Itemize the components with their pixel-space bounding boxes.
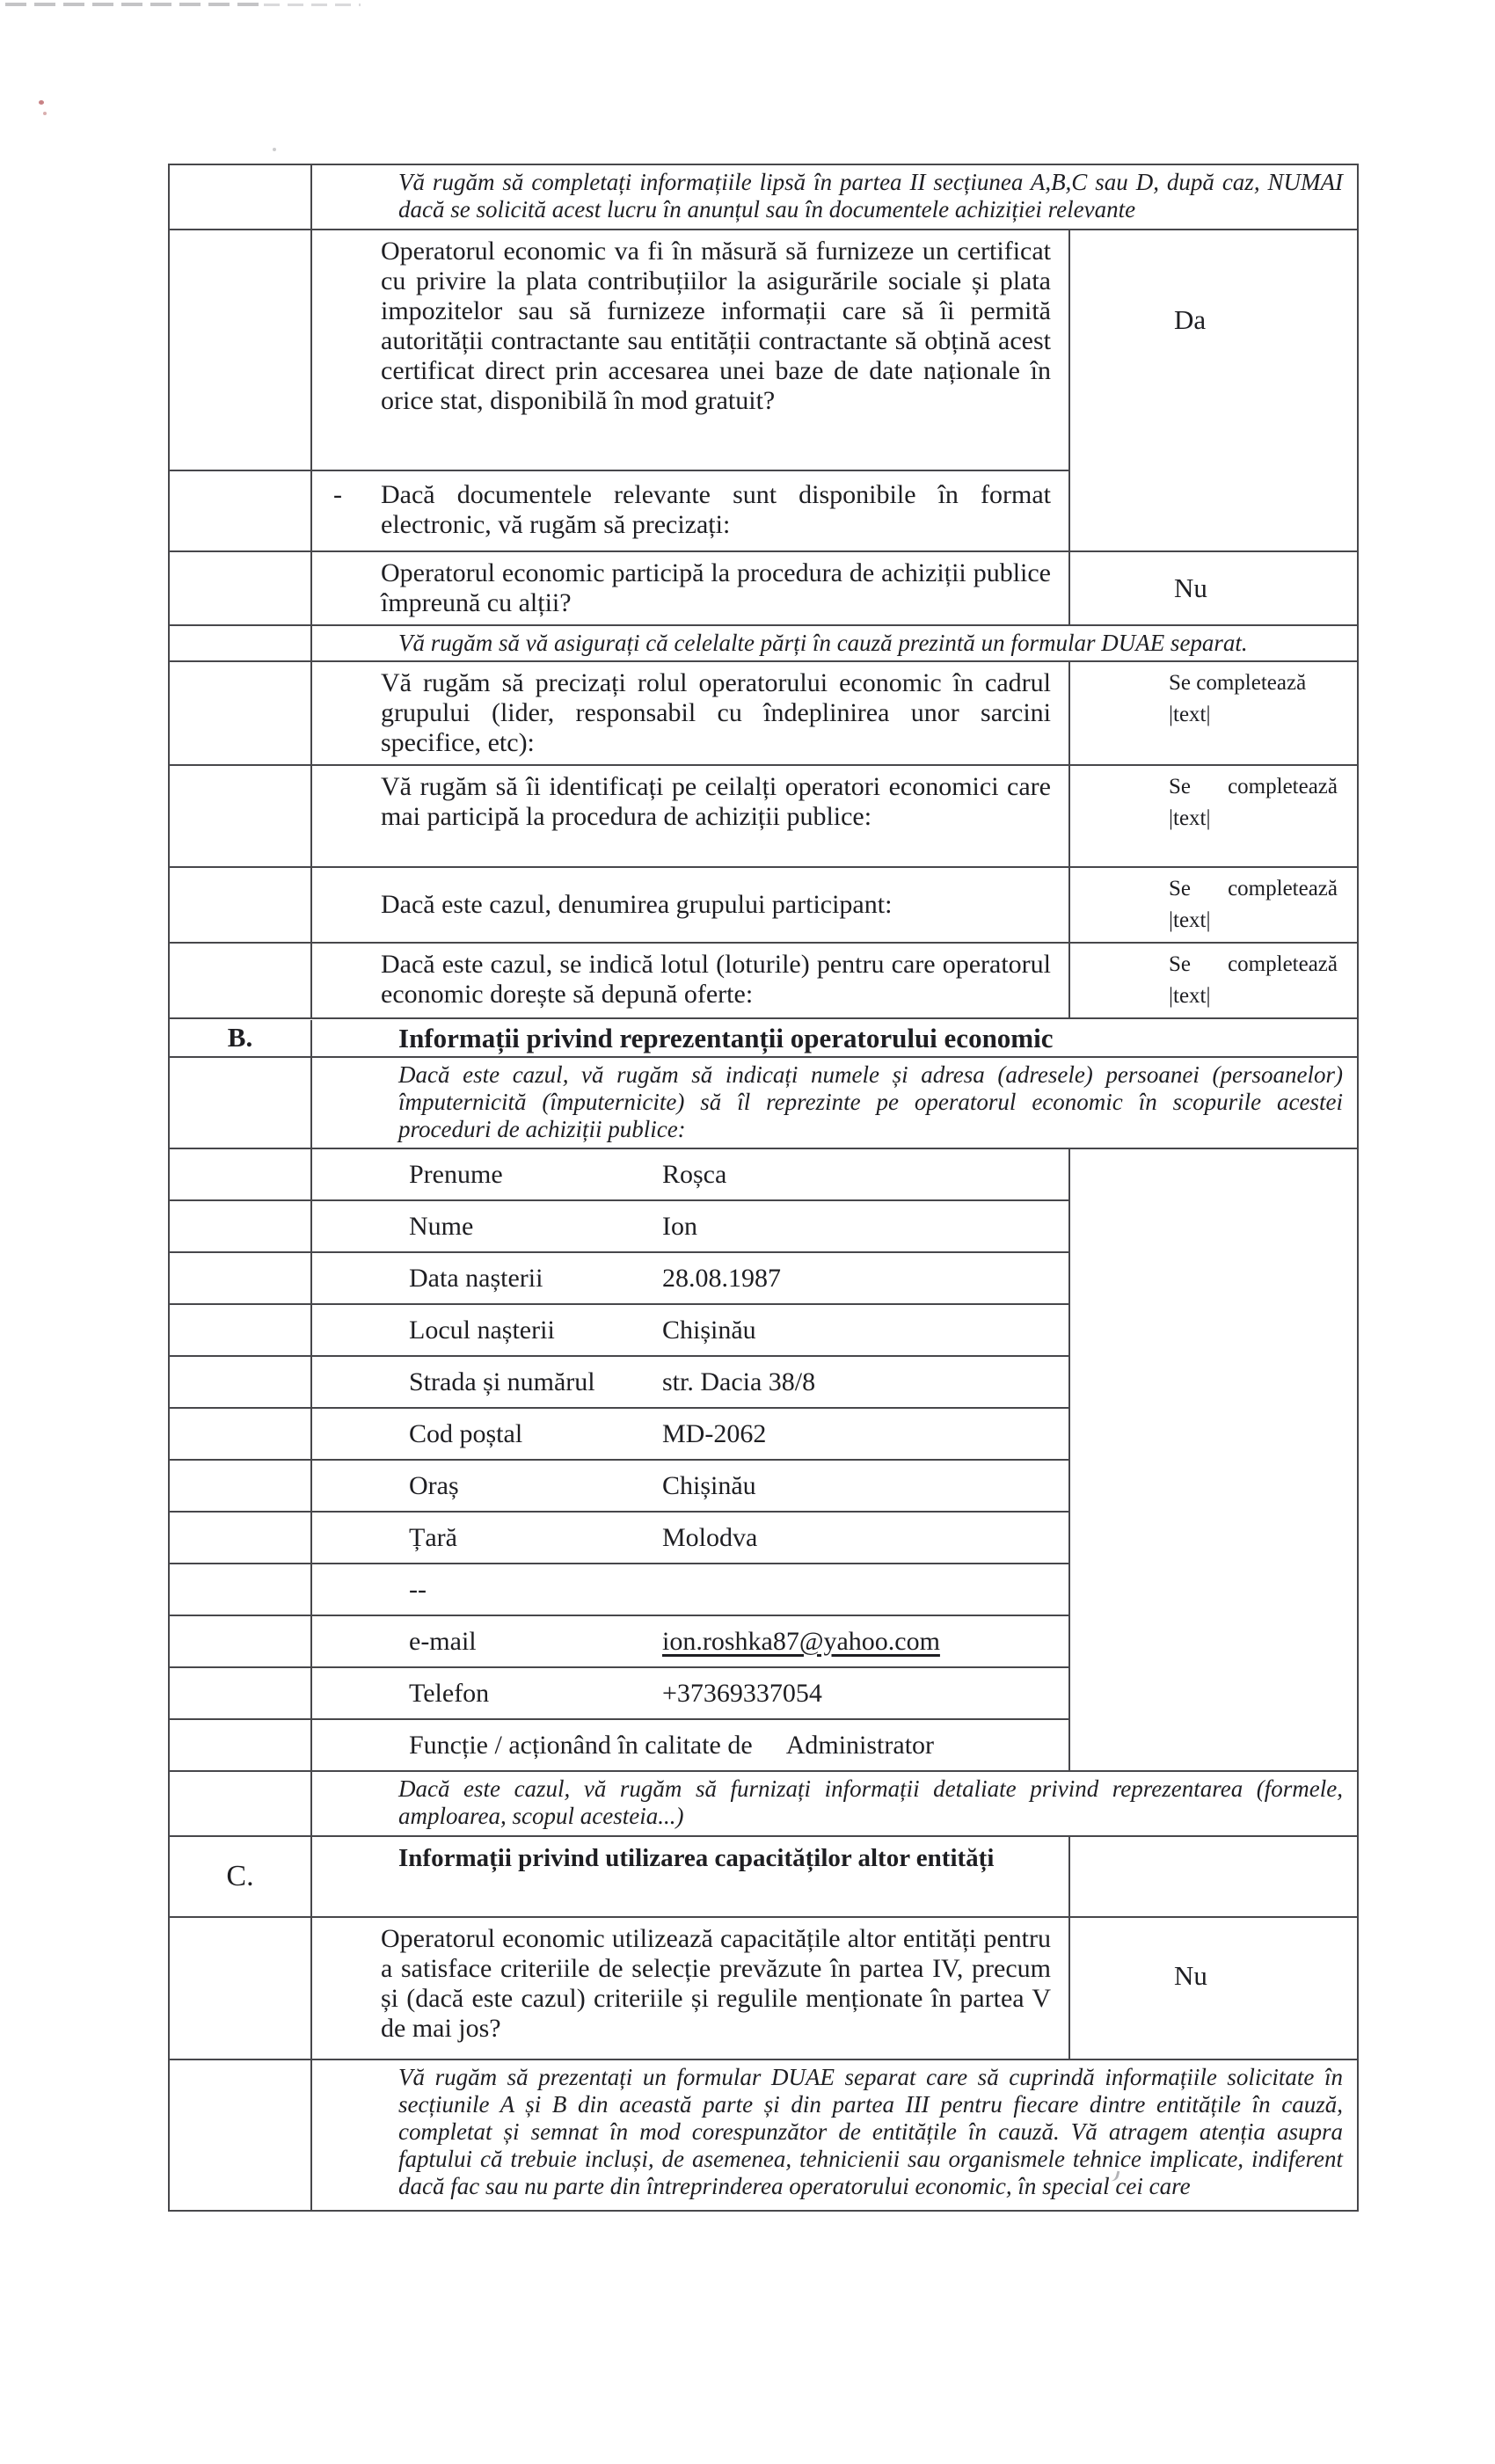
certificate-question-text: Operatorul economic va fi în măsură să furnizeze un certificat cu privire la plata contribuțiilor la asigurările sociale și plata impozitelor sau să furnizeze informații care să îi permită autorității contractante sau entității contractante să obțină acest certificat direct prin accesarea unei baze de date naționale în orice stat, disponibilă în mod gratuit? (310, 230, 1068, 470)
empty-label-cell (170, 1918, 310, 2059)
capacity-question-text: Operatorul economic utilizează capacitățile altor entități pentru a satisface criteriile de selecție prevăzute în partea IV, precum și (dacă este cazul) criteriile și regulile menționate în partea V de mai jos? (310, 1918, 1068, 2059)
subrow-certificate-question (170, 230, 1068, 471)
fill-placeholder-line2: |text| (1169, 806, 1211, 830)
representative-row-street (310, 1357, 1068, 1407)
empty-label-cell (170, 626, 310, 660)
empty-label-cell (170, 1253, 310, 1303)
table-row (170, 1513, 1068, 1564)
empty-label-cell (170, 2060, 310, 2210)
empty-label-cell (170, 1461, 310, 1511)
role-question-text: Vă rugăm să precizați rolul operatorului economic în cadrul grupului (lider, responsabil cu îndeplinirea unor sarcini specifice, etc): (310, 662, 1068, 764)
empty-label-cell (170, 868, 310, 942)
field-label: e-mail (409, 1626, 477, 1656)
row-section-c-header (170, 1837, 1357, 1918)
row-duae-note (170, 626, 1357, 662)
field-value: Molodva (662, 1522, 758, 1552)
other-operators-answer-cell (1068, 766, 1357, 866)
certificate-question-stack (170, 230, 1068, 550)
field-label: Funcție / acționând în calitate de (409, 1730, 753, 1760)
scan-artifact-dashed-line-2 (264, 4, 361, 6)
scan-artifact-dashed-line (5, 3, 262, 6)
row-representation-note (170, 1772, 1357, 1837)
table-row (170, 1668, 1068, 1720)
empty-label-cell (170, 1668, 310, 1718)
other-operators-question-text: Vă rugăm să îi identificați pe ceilalți operatori economici care mai participă la procedura de achiziții publice: (310, 766, 1068, 866)
representation-note-text: Dacă este cazul, vă rugăm să furnizați informații detaliate privind reprezentarea (formele, amploarea, scopul acesteia...) (310, 1772, 1357, 1835)
section-b-label: B. (227, 1022, 253, 1053)
electronic-bullet-cell (310, 471, 1068, 550)
section-c-title: Informații privind utilizarea capacităților altor entități (310, 1837, 1068, 1916)
group-name-question-cell (310, 868, 1068, 942)
field-value: Administrator (785, 1730, 935, 1760)
table-row (170, 1409, 1068, 1461)
capacity-answer-cell (1068, 1918, 1357, 2059)
table-row (170, 1357, 1068, 1409)
table-row (170, 1720, 1068, 1770)
field-value: Chișinău (662, 1470, 756, 1500)
field-value: Roșca (662, 1159, 727, 1189)
lots-question-text: Dacă este cazul, se indică lotul (loturile) pentru care operatorul economic dorește să depună oferte: (310, 944, 1068, 1017)
field-value: Ion (662, 1211, 697, 1241)
electronic-bullet-text: Dacă documentele relevante sunt disponibile în format electronic, vă rugăm să precizați: (381, 480, 1051, 539)
field-label: Țară (409, 1522, 457, 1552)
row-role-question (170, 662, 1357, 766)
field-label: Prenume (409, 1159, 503, 1189)
row-capacity-question (170, 1918, 1357, 2060)
empty-label-cell (170, 1357, 310, 1407)
field-label: -- (409, 1574, 427, 1604)
row-representative-data (170, 1149, 1357, 1772)
fill-placeholder-line1: Se completează (1169, 877, 1338, 900)
empty-label-cell (170, 471, 310, 550)
representative-row-lastname (310, 1201, 1068, 1251)
representative-row-country (310, 1513, 1068, 1563)
field-label: Locul nașterii (409, 1315, 555, 1345)
row-participation-question (170, 552, 1357, 626)
representative-row-postalcode (310, 1409, 1068, 1459)
empty-label-cell (170, 1616, 310, 1666)
row-section-b-note (170, 1058, 1357, 1149)
table-row (170, 1149, 1068, 1201)
participation-answer-cell (1068, 552, 1357, 624)
duae-note-text: Vă rugăm să vă asigurați că celelalte părți în cauză prezintă un formular DUAE separat. (310, 626, 1357, 660)
participation-question-text: Operatorul economic participă la procedura de achiziții publice împreună cu alții? (310, 552, 1068, 624)
fill-placeholder-line1: Se completează (1169, 775, 1338, 798)
row-lots-question (170, 944, 1357, 1019)
fill-placeholder-line1: Se completează (1169, 952, 1338, 976)
fill-placeholder-line2: |text| (1169, 703, 1211, 726)
empty-label-cell (170, 1720, 310, 1770)
empty-label-cell (170, 1772, 310, 1835)
row-certificate-question (170, 230, 1357, 552)
intro-note-text: Vă rugăm să completați informațiile lipsă în partea II secțiunea A,B,C sau D, după caz, NUMAI dacă se solicită acest lucru în anunțul sau în documentele achiziției relevante (310, 165, 1357, 229)
bullet-dash: - (333, 480, 342, 509)
section-c-label: C. (226, 1860, 254, 1892)
empty-label-cell (170, 944, 310, 1017)
empty-label-cell (170, 165, 310, 229)
group-name-question-text: Dacă este cazul, denumirea grupului participant: (381, 890, 893, 919)
fill-placeholder-line1: Se completează (1169, 671, 1307, 695)
empty-label-cell (170, 1201, 310, 1251)
field-value: MD-2062 (662, 1418, 767, 1448)
certificate-answer-value: Da (1174, 304, 1207, 335)
empty-label-cell (170, 1149, 310, 1199)
table-row (170, 1616, 1068, 1668)
section-c-empty-answer-cell (1068, 1837, 1357, 1916)
scan-artifact-speck (273, 148, 276, 151)
table-row (170, 1305, 1068, 1357)
field-label: Telefon (409, 1678, 490, 1708)
capacity-answer-value: Nu (1174, 1960, 1207, 1991)
empty-label-cell (170, 230, 310, 470)
section-c-note-text: Vă rugăm să prezentați un formular DUAE separat care să cuprindă informațiile solicitate în secțiunile A și B din această parte și din partea III pentru fiecare dintre entitățile în cauză, completat și semnat în mod corespunzător de entitățile în cauză. Vă atragem atenția asupra faptului că trebuie incluși, de asemenea, tehnicienii sau organismele tehnice implicate, indiferent dacă fac sau nu parte din întreprinderea operatorului economic, în special cei care (310, 2060, 1357, 2210)
table-row (170, 1461, 1068, 1513)
duae-form-table (168, 164, 1359, 2212)
empty-label-cell (170, 766, 310, 866)
role-answer-cell (1068, 662, 1357, 764)
email-link: ion.roshka87@yahoo.com (662, 1626, 940, 1656)
section-b-note-text: Dacă este cazul, vă rugăm să indicați numele și adresa (adresele) persoanei (persoanelor) împuternicită (împuternicite) să îl reprezinte pe operatorul economic în scopurile acestei proceduri de achiziții publice: (310, 1058, 1357, 1148)
lots-answer-cell (1068, 944, 1357, 1017)
field-value: 28.08.1987 (662, 1263, 781, 1293)
subrow-electronic-bullet (170, 471, 1068, 550)
table-row (170, 1201, 1068, 1253)
representative-row-function (310, 1720, 1068, 1770)
empty-label-cell (170, 1564, 310, 1615)
empty-label-cell (170, 662, 310, 764)
row-other-operators-question (170, 766, 1357, 868)
row-section-b-header (170, 1019, 1357, 1058)
scan-artifact-speck (39, 100, 44, 105)
row-section-c-note (170, 2060, 1357, 2210)
empty-label-cell (170, 1305, 310, 1355)
empty-label-cell (170, 552, 310, 624)
fill-placeholder-line2: |text| (1169, 984, 1211, 1008)
representative-row-birthdate (310, 1253, 1068, 1303)
representative-row-separator (310, 1564, 1068, 1615)
row-group-name-question (170, 868, 1357, 944)
field-value: Chișinău (662, 1315, 756, 1345)
group-name-answer-cell (1068, 868, 1357, 942)
empty-label-cell (170, 1058, 310, 1148)
representative-row-firstname (310, 1149, 1068, 1199)
empty-label-cell (170, 1409, 310, 1459)
field-value: str. Dacia 38/8 (662, 1367, 816, 1396)
fill-placeholder-line2: |text| (1169, 908, 1211, 932)
representative-empty-answer-cell (1068, 1149, 1357, 1770)
representative-row-phone (310, 1668, 1068, 1718)
representative-row-city (310, 1461, 1068, 1511)
representative-row-birthplace (310, 1305, 1068, 1355)
field-label: Data nașterii (409, 1263, 543, 1293)
section-b-title: Informații privind reprezentanții operatorului economic (310, 1020, 1357, 1056)
field-label: Strada și numărul (409, 1367, 595, 1396)
table-row (170, 1253, 1068, 1305)
field-label: Cod poștal (409, 1418, 523, 1448)
representative-row-email (310, 1616, 1068, 1666)
table-row (170, 1564, 1068, 1616)
row-intro-note (170, 165, 1357, 230)
field-value: +37369337054 (662, 1678, 822, 1708)
empty-label-cell (170, 1513, 310, 1563)
participation-answer-value: Nu (1174, 572, 1207, 603)
scan-artifact-speck (43, 112, 47, 115)
field-label: Nume (409, 1211, 474, 1241)
field-label: Oraș (409, 1470, 459, 1500)
representative-rows-stack (170, 1149, 1068, 1770)
certificate-answer-cell (1068, 230, 1357, 550)
